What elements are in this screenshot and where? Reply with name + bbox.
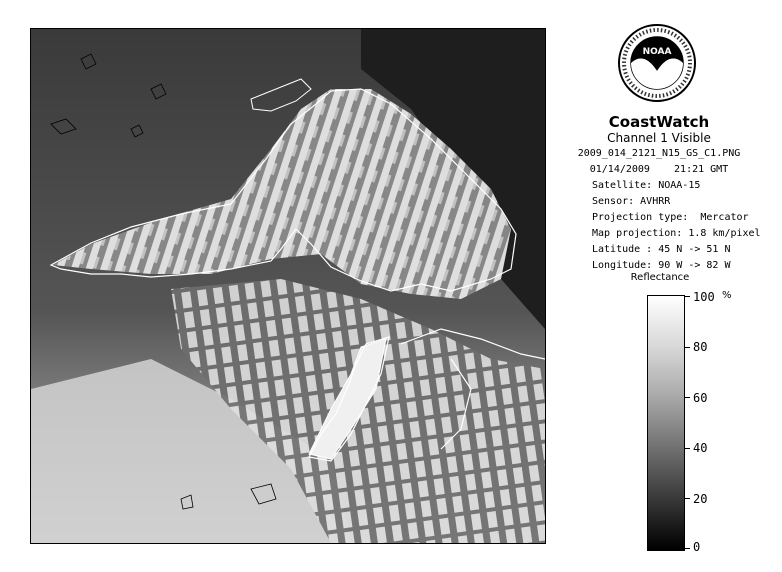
sensor-label: Sensor: AVHRR	[592, 196, 671, 207]
svg-text:NOAA: NOAA	[642, 47, 672, 57]
latitude-label: Latitude : 45 N -> 51 N	[592, 244, 731, 255]
scale-tick-label: 20	[693, 492, 708, 506]
scale-tick	[684, 448, 690, 449]
product-title: CoastWatch	[608, 113, 710, 131]
scale-tick-label: 40	[693, 441, 708, 455]
satellite-label: Satellite: NOAA-15	[592, 180, 701, 191]
scale-tick	[684, 397, 690, 398]
satellite-image	[30, 28, 546, 544]
scale-title: Reflectance	[630, 272, 690, 283]
channel-label: Channel 1 Visible	[607, 131, 711, 145]
filename-label: 2009_014_2121_N15_GS_C1.PNG	[577, 148, 741, 159]
projection-type-label: Projection type: Mercator	[592, 212, 749, 223]
scale-tick	[684, 347, 690, 348]
datetime-label: 01/14/2009 21:21 GMT	[589, 164, 729, 175]
longitude-label: Longitude: 90 W -> 82 W	[592, 260, 731, 271]
noaa-logo-icon	[617, 21, 697, 105]
scale-unit: %	[722, 290, 732, 301]
scale-tick	[684, 498, 690, 499]
map-projection-label: Map projection: 1.8 km/pixel	[592, 228, 761, 239]
scale-tick-label: 0	[693, 540, 701, 554]
reflectance-colorbar	[647, 295, 685, 551]
scale-tick	[684, 296, 690, 297]
scale-tick	[684, 548, 690, 549]
scale-tick-label: 100	[693, 290, 715, 304]
scale-tick-label: 60	[693, 391, 708, 405]
scale-tick-label: 80	[693, 340, 708, 354]
